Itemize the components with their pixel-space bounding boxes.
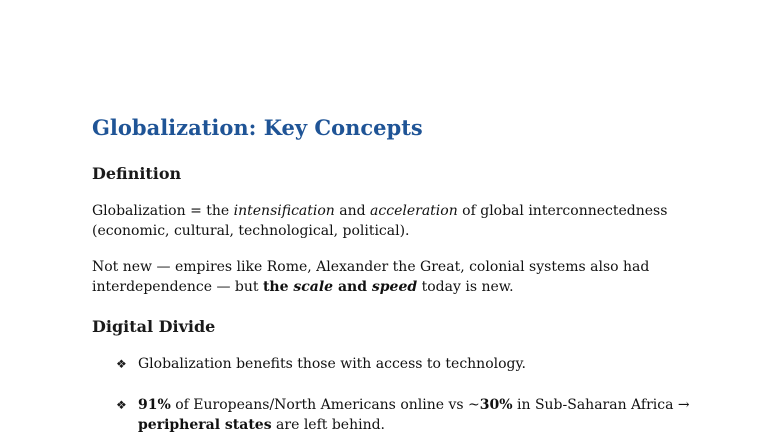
europe-percent: 91% [138,397,171,413]
list-item [116,354,696,374]
speed-term: speed [371,279,418,295]
emphasis-part: and [333,279,372,295]
africa-percent: 30% [479,397,513,413]
scale-term: scale [293,279,334,295]
bullet-part: of Europeans/North Americans online vs ~ [170,397,480,413]
acceleration-term: acceleration [370,203,458,219]
definition-paragraph [92,201,692,241]
page-title: Globalization: Key Concepts [92,115,423,140]
bullet-text [138,395,696,435]
list-item [116,395,696,435]
definition-heading: Definition [92,164,182,183]
bullet-text: Globalization benefits those with access to technology. [138,356,526,372]
definition-text: Globalization = the [92,203,234,219]
history-paragraph [92,257,692,297]
emphasis-text [263,279,417,295]
digital-divide-heading: Digital Divide [92,317,216,336]
definition-text: and [334,203,371,219]
definition-text: of global interconnectedness (economic, cultural, technological, political). [92,203,668,239]
diamond-bullet-icon: ❖ [116,398,127,412]
history-text: Not new — empires like Rome, Alexander the Great, colonial systems also had interdependence — but [92,259,650,295]
history-text: today is new. [417,279,514,295]
peripheral-states-term: peripheral states [138,417,272,433]
intensification-term: intensification [233,203,335,219]
emphasis-part: the [262,279,294,295]
bullet-part: in Sub-Saharan Africa → [512,397,690,413]
bullet-part: are left behind. [271,417,386,433]
diamond-bullet-icon: ❖ [116,357,127,371]
